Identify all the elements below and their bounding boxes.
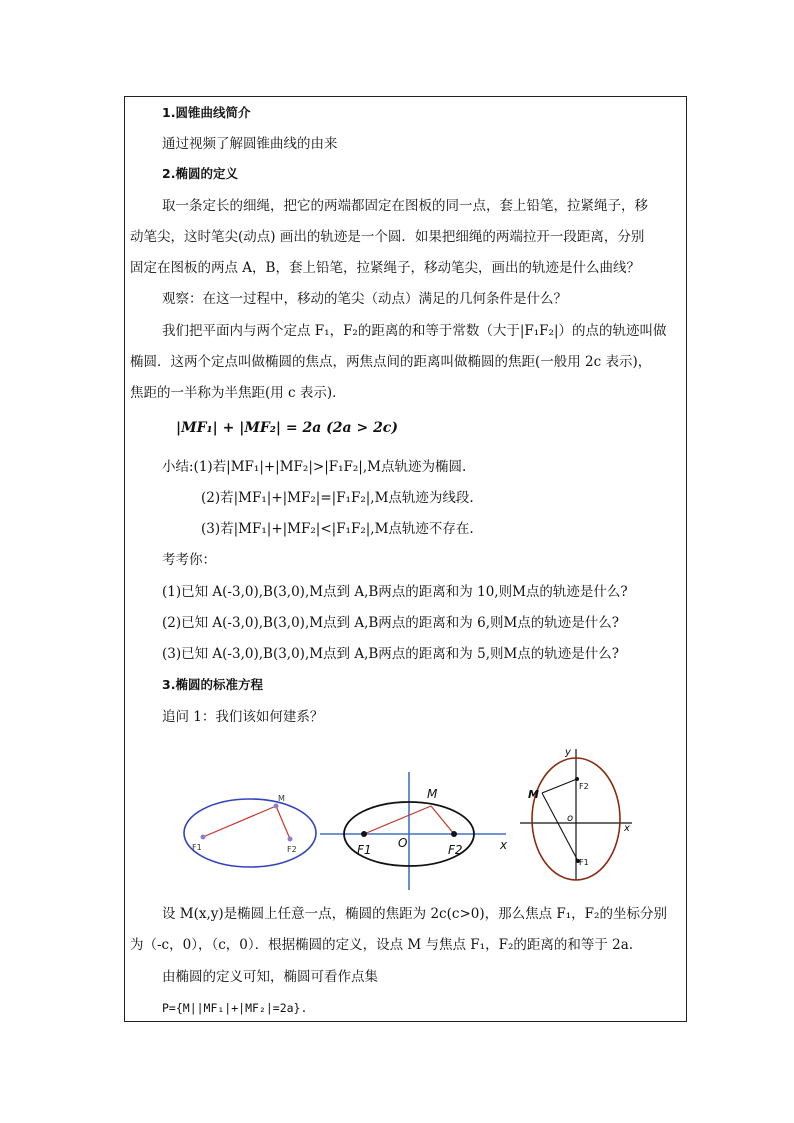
point-f2: [288, 837, 293, 842]
point-f1: [201, 835, 206, 840]
section-heading-definition: 2.椭圆的定义: [162, 166, 238, 181]
quiz-item: (1)已知 A(-3,0),B(3,0),M点到 A,B两点的距离和为 10,则M点的轨迹是什么?: [162, 584, 628, 600]
paragraph-line: 固定在图板的两点 A，B，套上铅笔，拉紧绳子，移动笔尖，画出的轨迹是什么曲线？: [130, 260, 640, 276]
label-m: M: [528, 788, 539, 801]
definition-line: 我们把平面内与两个定点 F₁，F₂的距离的和等于常数（大于|F₁F₂|）的点的轨迹叫做: [162, 323, 667, 339]
label-o: o: [567, 813, 574, 824]
label-o: O: [398, 836, 408, 850]
observe-text: 观察：在这一过程中，移动的笔尖（动点）满足的几何条件是什么？: [162, 291, 567, 307]
segment-mf1: [542, 793, 578, 861]
question-text: 追问 1：我们该如何建系？: [162, 709, 324, 725]
video-text: 通过视频了解圆锥曲线的由来: [162, 136, 338, 152]
point-f2: [451, 831, 457, 837]
section-heading-standard-equation: 3.椭圆的标准方程: [162, 677, 263, 692]
quiz-title: 考考你：: [162, 552, 216, 568]
label-f1: F1: [192, 843, 202, 852]
paragraph-line: 取一条定长的细绳，把它的两端都固定在图板的同一点，套上铅笔，拉紧绳子，移: [162, 198, 648, 214]
label-f1: F1: [357, 843, 372, 857]
definition-line: 椭圆．这两个定点叫做椭圆的焦点，两焦点间的距离叫做椭圆的焦距(一般用 2c 表示)，: [130, 354, 652, 370]
label-f1: F1: [579, 858, 589, 867]
paragraph-line: 动笔尖，这时笔尖(动点) 画出的轨迹是一个圆．如果把细绳的两端拉开一段距离，分别: [130, 229, 645, 245]
summary-line: 小结:(1)若|MF₁|+|MF₂|>|F₁F₂|,M点轨迹为椭圆.: [162, 459, 467, 475]
definition-line: 焦距的一半称为半焦距(用 c 表示)．: [130, 385, 346, 401]
label-m: M: [278, 794, 285, 803]
quiz-item: (2)已知 A(-3,0),B(3,0),M点到 A,B两点的距离和为 6,则M点的轨迹是什么?: [162, 615, 620, 631]
point-f2: [575, 777, 579, 781]
label-x: x: [624, 823, 630, 834]
ellipse-figure-2: [320, 772, 510, 890]
ellipse-formula: |MF₁| + |MF₂| = 2a (2a > 2c): [176, 420, 398, 436]
segment-mf1: [203, 806, 276, 837]
summary-line: (3)若|MF₁|+|MF₂|<|F₁F₂|,M点轨迹不存在.: [201, 521, 474, 537]
label-m: M: [427, 787, 438, 801]
point-f1: [361, 831, 367, 837]
summary-line: (2)若|MF₁|+|MF₂|=|F₁F₂|,M点轨迹为线段.: [201, 490, 474, 506]
label-f2: F2: [448, 843, 463, 857]
section-heading-intro: 1.圆锥曲线简介: [162, 105, 251, 120]
quiz-item: (3)已知 A(-3,0),B(3,0),M点到 A,B两点的距离和为 5,则M点的轨迹是什么?: [162, 646, 620, 662]
point-set-line: P={M||MF₁|+|MF₂|=2a}.: [162, 1001, 308, 1015]
segment-mf2: [276, 806, 290, 839]
ellipse-figure-1: [180, 795, 320, 875]
ellipse-curve: [184, 799, 316, 867]
label-x: x: [500, 838, 508, 852]
segment-mf2: [542, 779, 577, 793]
label-y: y: [565, 747, 571, 758]
label-f2: F2: [579, 782, 589, 791]
label-f2: F2: [287, 845, 297, 854]
after-line: 设 M(x,y)是椭圆上任意一点，椭圆的焦距为 2c(c>0)，那么焦点 F₁，F₂的坐标分别: [162, 906, 667, 922]
after-line: 由椭圆的定义可知，椭圆可看作点集: [162, 969, 378, 985]
point-m: [274, 804, 279, 809]
after-line: 为（-c，0），（c，0）．根据椭圆的定义，设点 M 与焦点 F₁，F₂的距离的和等于 2a.: [130, 937, 634, 953]
ellipse-figure-3: [520, 745, 640, 880]
segment-mf1: [364, 806, 431, 834]
